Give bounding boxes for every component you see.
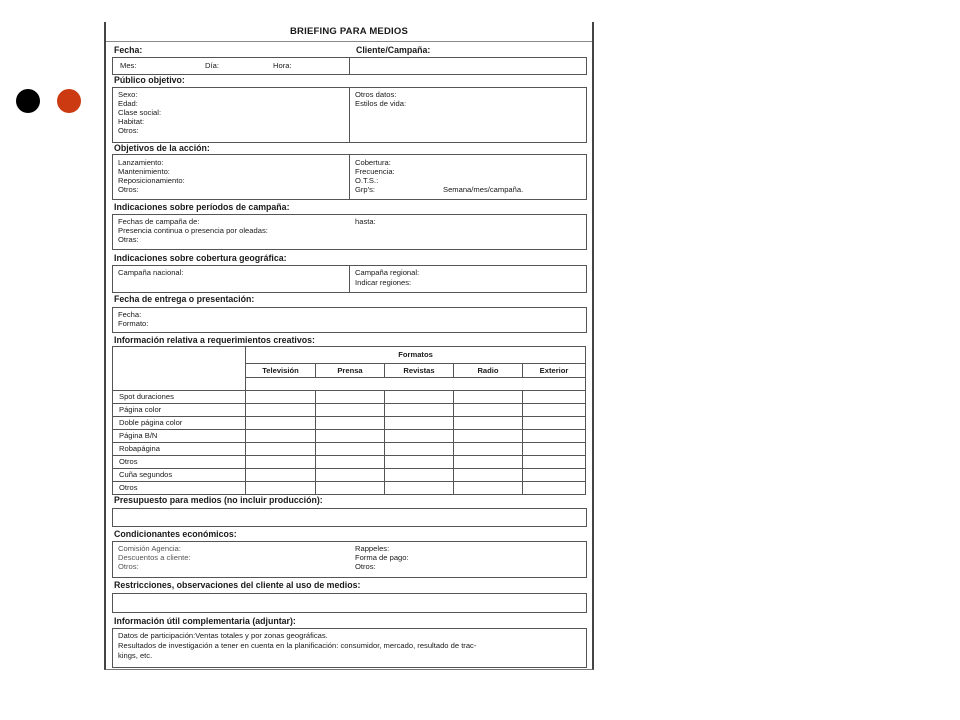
spacer-cell: [246, 378, 586, 391]
cliente-label: Cliente/Campaña:: [356, 45, 431, 55]
col-prensa: Prensa: [316, 364, 385, 378]
periodos-label: Indicaciones sobre períodos de campaña:: [114, 202, 290, 212]
hasta-field: hasta:: [355, 217, 376, 226]
entrega-label: Fecha de entrega o presentación:: [114, 294, 255, 304]
table-corner-cell: [113, 347, 246, 391]
divider: [349, 155, 350, 199]
condicionantes-label: Condicionantes económicos:: [114, 529, 237, 539]
grps-field: Grp's:: [355, 185, 376, 194]
entrega-box: [112, 307, 587, 333]
mes-field: Mes:: [120, 61, 137, 70]
row-label: Spot duraciones: [113, 391, 246, 404]
publico-box: [112, 87, 587, 143]
otros-field: Otros:: [118, 185, 139, 194]
sexo-field: Sexo:: [118, 90, 138, 99]
forma-pago-field: Forma de pago:: [355, 553, 409, 562]
cobertura-box: [112, 265, 587, 293]
entrega-formato-field: Formato:: [118, 319, 149, 328]
top-rule: [106, 41, 592, 42]
complementaria-line-3: kings, etc.: [118, 651, 153, 660]
hora-field: Hora:: [273, 61, 292, 70]
cobertura-field: Cobertura:: [355, 158, 391, 167]
estilos-vida-field: Estilos de vida:: [355, 99, 407, 108]
restricciones-label: Restricciones, observaciones del cliente al uso de medios:: [114, 580, 361, 590]
complementaria-line-1: Datos de participación:Ventas totales y por zonas geográficas.: [118, 631, 328, 640]
black-bullet-dot: [16, 89, 40, 113]
formatos-header: Formatos: [246, 347, 586, 364]
presupuesto-label: Presupuesto para medios (no incluir producción):: [114, 495, 323, 505]
divider: [349, 58, 350, 74]
descuentos-cliente-field: Descuentos a cliente:: [118, 553, 191, 562]
mantenimiento-field: Mantenimiento:: [118, 167, 170, 176]
rappeles-field: Rappeles:: [355, 544, 390, 553]
row-label: Doble página color: [113, 417, 246, 430]
fechas-campana-field: Fechas de campaña de:: [118, 217, 200, 226]
condicionantes-box: [112, 541, 587, 578]
divider: [349, 88, 350, 142]
habitat-field: Habitat:: [118, 117, 145, 126]
col-exterior: Exterior: [523, 364, 586, 378]
edad-field: Edad:: [118, 99, 138, 108]
divider: [349, 266, 350, 292]
comision-agencia-field: Comisión Agencia:: [118, 544, 181, 553]
row-label: Robapágina: [113, 443, 246, 456]
reposicionamiento-field: Reposicionamiento:: [118, 176, 185, 185]
col-television: Televisión: [246, 364, 316, 378]
presencia-field: Presencia continua o presencia por oleadas:: [118, 226, 268, 235]
otros-field: Otros:: [118, 562, 139, 571]
frecuencia-field: Frecuencia:: [355, 167, 395, 176]
row-label: Otros: [113, 456, 246, 469]
campana-nacional-field: Campaña nacional:: [118, 268, 184, 277]
form-title: BRIEFING PARA MEDIOS: [289, 26, 408, 37]
campana-regional-field: Campaña regional:: [355, 268, 420, 277]
col-revistas: Revistas: [385, 364, 454, 378]
creative-formats-table: [112, 346, 586, 495]
fecha-label: Fecha:: [114, 45, 143, 55]
otras-field: Otras:: [118, 235, 139, 244]
fecha-cliente-box: [112, 57, 587, 75]
dia-field: Día:: [205, 61, 219, 70]
complementaria-label: Información útil complementaria (adjuntar):: [114, 616, 296, 626]
ots-field: O.T.S.:: [355, 176, 379, 185]
clase-social-field: Clase social:: [118, 108, 162, 117]
presupuesto-box: [112, 508, 587, 527]
row-label: Página color: [113, 404, 246, 417]
row-label: Otros: [113, 482, 246, 495]
briefing-form: [104, 22, 594, 670]
otros-field: Otros:: [118, 126, 139, 135]
col-radio: Radio: [454, 364, 523, 378]
otros-field-right: Otros:: [355, 562, 376, 571]
row-label: Página B/N: [113, 430, 246, 443]
indicar-regiones-field: Indicar regiones:: [355, 278, 412, 287]
objetivos-label: Objetivos de la acción:: [114, 143, 210, 153]
periodos-box: [112, 214, 587, 250]
complementaria-line-2: Resultados de investigación a tener en cuenta en la planificación: consumidor, mercado, resultado de trac-: [118, 641, 477, 650]
complementaria-box: [112, 628, 587, 668]
lanzamiento-field: Lanzamiento:: [118, 158, 164, 167]
restricciones-box: [112, 593, 587, 613]
entrega-fecha-field: Fecha:: [118, 310, 142, 319]
publico-label: Público objetivo:: [114, 75, 185, 85]
objetivos-box: [112, 154, 587, 200]
cobertura-label: Indicaciones sobre cobertura geográfica:: [114, 253, 287, 263]
otros-datos-field: Otros datos:: [355, 90, 397, 99]
row-label: Cuña segundos: [113, 469, 246, 482]
grps-note: Semana/mes/campaña.: [443, 185, 524, 194]
red-bullet-dot: [57, 89, 81, 113]
creativos-label: Información relativa a requerimientos creativos:: [114, 335, 315, 345]
